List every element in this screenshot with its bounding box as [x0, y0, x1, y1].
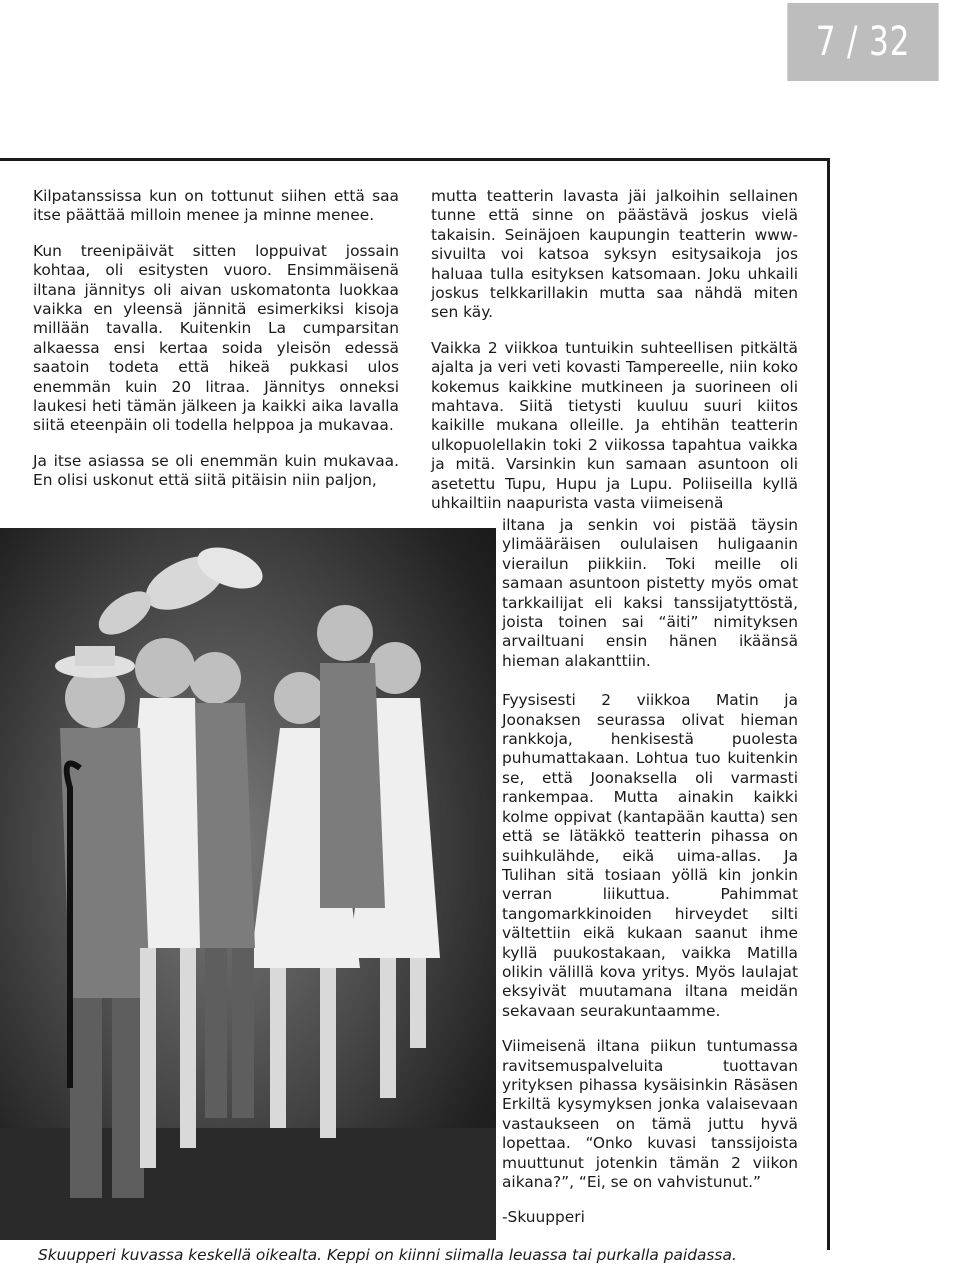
signature: -Skuupperi	[502, 1208, 585, 1227]
paragraph: Viimeisenä iltana piikun tuntumassa ravitsemuspalveluita tuottavan yrityksen pihassa kysäisinkin Räsäsen Erkiltä kysymyksen jonka valaisevaan vastaukseen on tämä juttu hyvä lopettaa. “Onko kuvasi tanssijoista muuttunut jotenkin tämän 2 viikon aikana?”, “Ei, se on vahvistunut.”	[502, 1037, 798, 1191]
paragraph: Fyysisesti 2 viikkoa Matin ja Joonaksen seurassa olivat hieman rankkoja, henkisestä puolesta puhumattakaan. Lohtua tuo kuitenkin se, että Joonaksella oli varmasti rankempaa. Mutta ainakin kaikki kolme oppivat (kantapään kautta) sen että se lätäkkö teatterin pihassa on suihkulähde, eikä uima-allas. Ja Tulihan sitä tosiaan yöllä kin jonkin verran liikuttua. Pahimmat tangomarkkinoiden hirveydet silti vältettiin eikä kukaan saanut ihme kyllä puukostakaan, vaikka Matilla olikin välillä kova yritys. Myös laulajat eksyivät muutamana iltana meidän sekavaan seurakuntaamme.	[502, 691, 798, 1020]
page-indicator: 7 / 32	[787, 3, 938, 81]
paragraph: Kun treenipäivät sitten loppuivat jossain kohtaa, oli esitysten vuoro. Ensimmäisenä iltana jännitys oli aivan uskomatonta luokkaa vaikka en yleensä jännitä esimerkiksi kisoja millään tavalla. Kuitenkin La cumparsitan alkaessa ensi kertaa soida yleisön edessä saatoin todeta että hikeä pukkasi ulos enemmän kuin 20 litraa. Jännitys onneksi laukesi heti tämän jälkeen ja kaikki aika lavalla siitä eteenpäin oli todella helppoa ja mukavaa.	[33, 241, 399, 435]
left-text-column	[33, 187, 399, 507]
frame-right-rule	[827, 158, 830, 1250]
photo-caption: Skuupperi kuvassa keskellä oikealta. Keppi on kiinni siimalla leuassa tai purkalla paidassa.	[38, 1246, 737, 1264]
paragraph: Ja itse asiassa se oli enemmän kuin mukavaa. En olisi uskonut että siitä pitäisin niin paljon,	[33, 451, 399, 490]
right-text-column-bottom	[502, 516, 798, 1244]
dancers-photo	[0, 528, 496, 1240]
frame-top-rule	[0, 158, 830, 161]
paragraph: iltana ja senkin voi pistää täysin ylimääräisen oululaisen huligaanin vierailun piikkiin. Toki meille oli samaan asuntoon pistetty myös omat tarkkailijat eli kaksi tanssijatyttöstä, joista toinen sai “äiti” nimityksen arvailtuani ensin hänen ikäänsä hieman alakanttiin.	[502, 516, 798, 670]
paragraph: Vaikka 2 viikkoa tuntuikin suhteellisen pitkältä ajalta ja veri veti kovasti Tampereelle, niin koko kokemus kaikkine mutkineen ja suorineen oli mahtava. Siitä tietysti kuuluu suuri kiitos kaikille mukana olleille. Ja ehtihän teatterin ulkopuolellakin toki 2 viikossa tapahtua vaikka ja mitä. Varsinkin kun samaan asuntoon oli asetettu Tupu, Hupu ja Lupu. Poliiseilla kyllä uhkailtiin naapurista vasta viimeisenä	[431, 338, 798, 513]
right-text-column-top	[431, 187, 798, 530]
paragraph: mutta teatterin lavasta jäi jalkoihin sellainen tunne että sinne on päästävä joskus vielä takaisin. Seinäjoen kaupungin teatterin www-sivuilta voi katsoa syksyn esitysaikoja jos haluaa tulla esityksen katsomaan. Joku uhkaili joskus telkkarillakin mutta saa nähdä miten sen käy.	[431, 187, 798, 322]
paragraph: Kilpatanssissa kun on tottunut siihen että saa itse päättää milloin menee ja minne menee.	[33, 187, 399, 225]
dancers-illustration	[0, 528, 496, 1240]
